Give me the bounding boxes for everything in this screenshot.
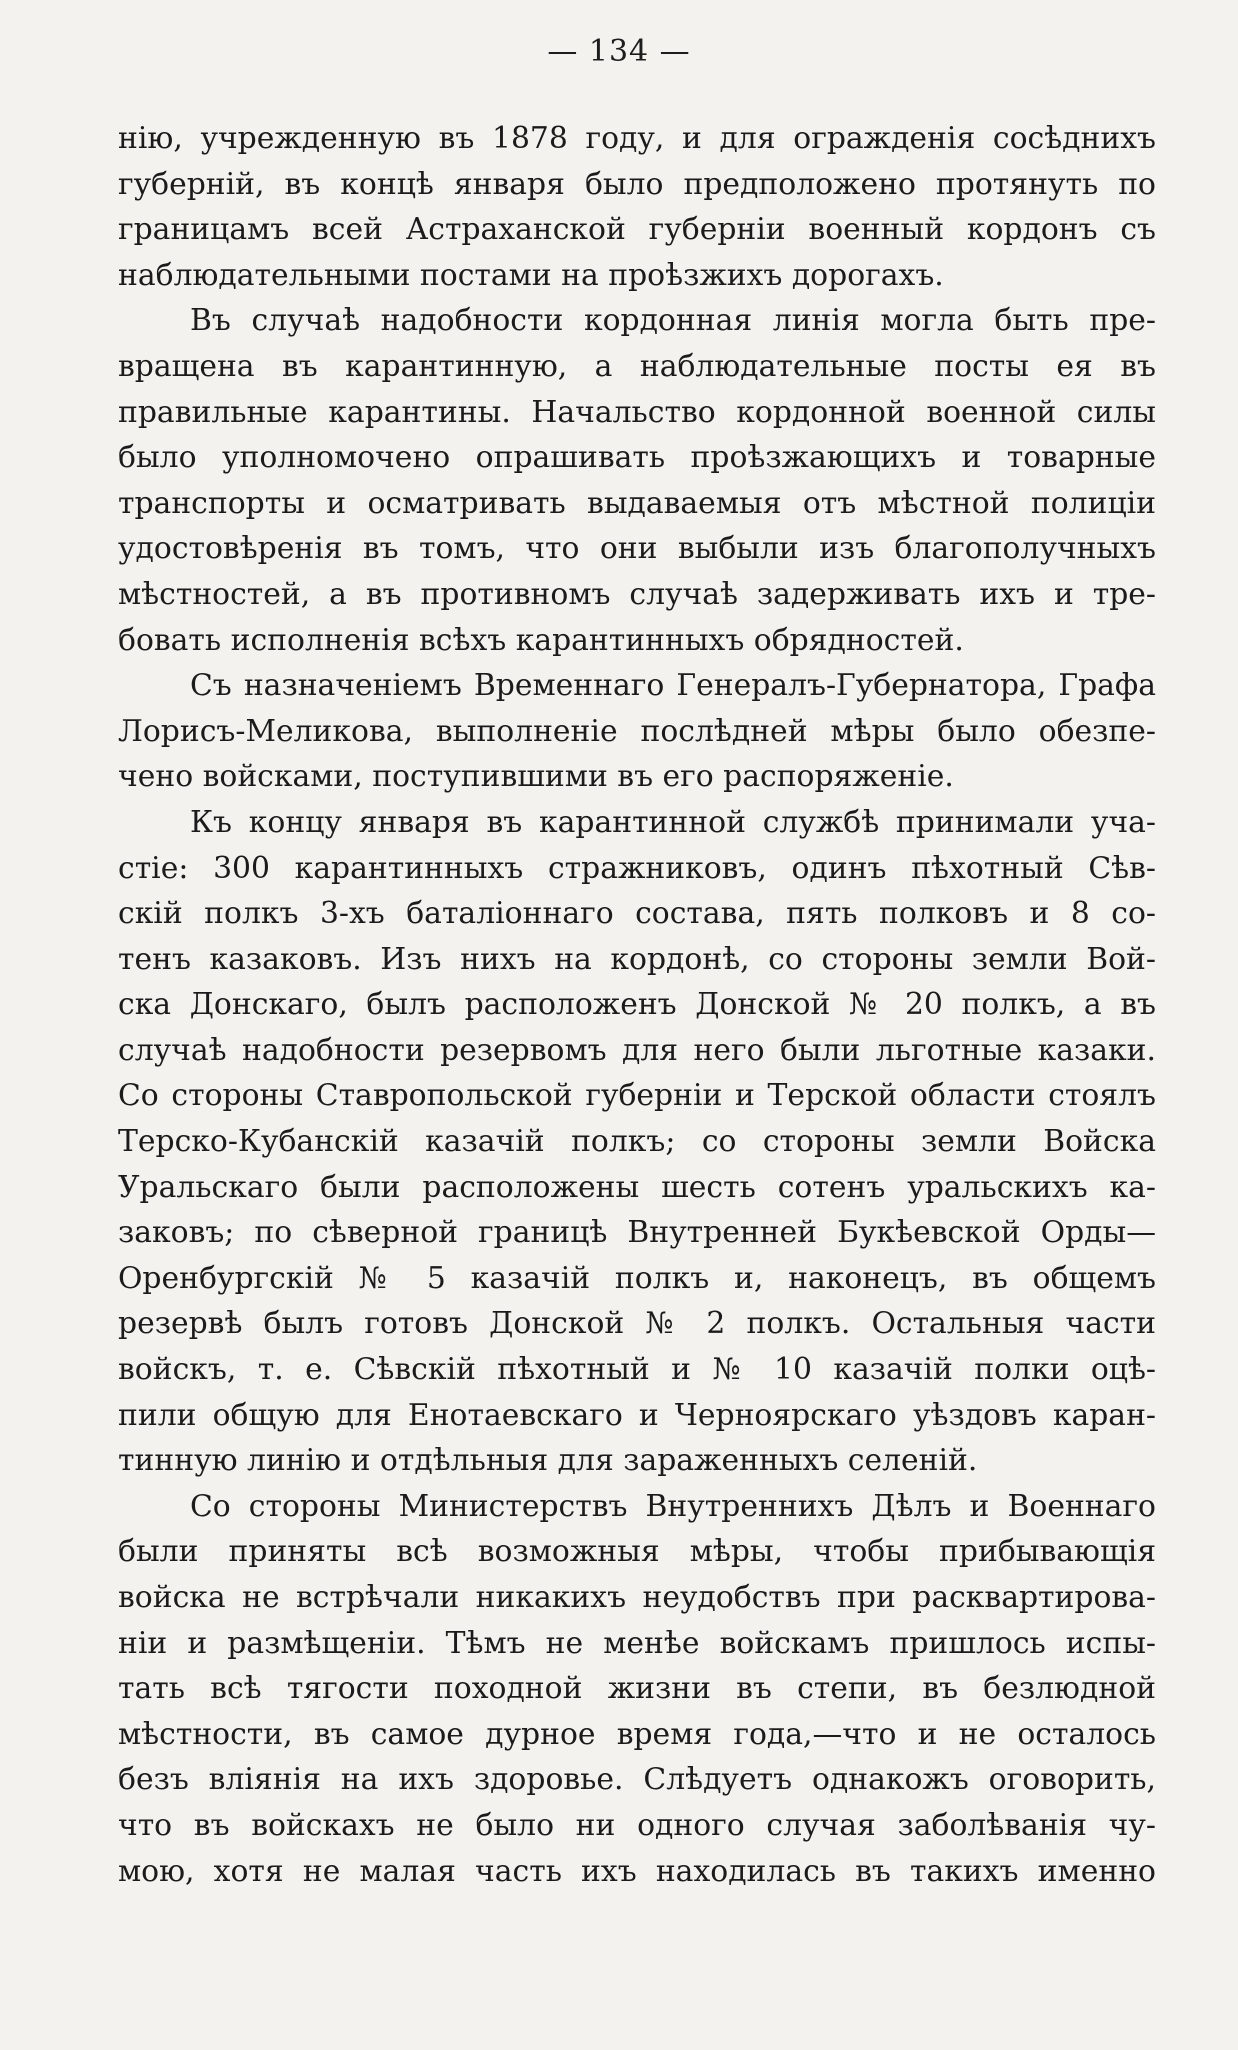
text-line: удостовѣренія въ томъ, что они выбыли изъ благополучныхъ <box>118 531 1156 567</box>
text-line: Къ концу января въ карантинной службѣ принимали уча- <box>190 804 1156 840</box>
text-line: Съ назначеніемъ Временнаго Генералъ-Губернатора, Графа <box>190 668 1156 704</box>
paragraph <box>118 116 1156 298</box>
text-line: Со стороны Ставропольской губерніи и Терской области стоялъ <box>118 1078 1156 1114</box>
text-line: что въ войскахъ не было ни одного случая заболѣванія чу- <box>118 1807 1156 1843</box>
text-line: тинную линію и отдѣльныя для зараженныхъ селеній. <box>118 1443 978 1479</box>
text-line: безъ вліянія на ихъ здоровье. Слѣдуетъ однакожъ оговорить, <box>118 1762 1156 1798</box>
text-line: случаѣ надобности резервомъ для него были льготные казаки. <box>118 1032 1156 1068</box>
body-text <box>118 116 1156 1894</box>
text-line: бовать исполненія всѣхъ карантинныхъ обрядностей. <box>118 622 964 658</box>
paragraph <box>118 800 1156 1484</box>
text-line: Со стороны Министерствъ Внутреннихъ Дѣлъ и Военнаго <box>190 1488 1156 1524</box>
paragraph <box>118 663 1156 800</box>
text-line: войска не встрѣчали никакихъ неудобствъ при расквартирова- <box>118 1580 1156 1615</box>
text-line: мѣстности, въ самое дурное время года,—что и не осталось <box>118 1716 1156 1752</box>
paragraph <box>118 298 1156 663</box>
text-line: тенъ казаковъ. Изъ нихъ на кордонѣ, со стороны земли Вой- <box>118 941 1156 977</box>
text-line: были приняты всѣ возможныя мѣры, чтобы прибывающія <box>118 1534 1156 1570</box>
text-line: транспорты и осматривать выдаваемыя отъ мѣстной полиціи <box>118 485 1156 521</box>
text-line: губерній, въ концѣ января было предположено протянуть по <box>118 166 1156 202</box>
text-line: тать всѣ тягости походной жизни въ степи, въ безлюдной <box>118 1671 1156 1707</box>
text-line: ніи и размѣщеніи. Тѣмъ не менѣе войскамъ пришлось испы- <box>118 1625 1156 1661</box>
text-line: границамъ всей Астраханской губерніи военный кордонъ съ <box>118 212 1156 248</box>
text-line: резервѣ былъ готовъ Донской № 2 полкъ. Остальныя части <box>118 1306 1156 1342</box>
text-line: скій полкъ 3-хъ баталіоннаго состава, пять полковъ и 8 со- <box>118 896 1156 932</box>
text-line: мѣстностей, а въ противномъ случаѣ задерживать ихъ и тре- <box>118 576 1156 612</box>
text-line: наблюдательными постами на проѣзжихъ дорогахъ. <box>118 257 944 293</box>
text-line: ска Донскаго, былъ расположенъ Донской № 20 полкъ, а въ <box>118 987 1156 1023</box>
text-line: Терско-Кубанскій казачій полкъ; со стороны земли Войска <box>118 1124 1156 1160</box>
text-line: стіе: 300 карантинныхъ стражниковъ, одинъ пѣхотный Сѣв- <box>118 850 1156 886</box>
text-line: пили общую для Енотаевскаго и Черноярскаго уѣздовъ каран- <box>118 1397 1156 1433</box>
text-line: чено войсками, поступившими въ его распоряженіе. <box>118 759 954 795</box>
text-line: Въ случаѣ надобности кордонная линія могла быть пре- <box>190 303 1156 339</box>
text-line: Оренбургскій № 5 казачій полкъ и, наконецъ, въ общемъ <box>118 1260 1156 1296</box>
text-line: мою, хотя не малая часть ихъ находилась въ такихъ именно <box>118 1853 1156 1889</box>
text-line: вращена въ карантинную, а наблюдательные посты ея въ <box>118 348 1156 384</box>
text-line: нію, учрежденную въ 1878 году, и для огражденія сосѣднихъ <box>118 121 1156 156</box>
text-line: заковъ; по сѣверной границѣ Внутренней Букѣевской Орды— <box>118 1215 1156 1251</box>
text-line: правильные карантины. Начальство кордонной военной силы <box>118 394 1156 430</box>
paragraph <box>118 1484 1156 1894</box>
text-line: войскъ, т. е. Сѣвскій пѣхотный и № 10 казачій полки оцѣ- <box>118 1352 1156 1388</box>
text-line: Уральскаго были расположены шесть сотенъ уральскихъ ка- <box>118 1169 1156 1205</box>
text-line: было уполномочено опрашивать проѣзжающихъ и товарные <box>118 440 1156 476</box>
text-line: Лорисъ-Меликова, выполненіе послѣдней мѣры было обезпе- <box>118 713 1156 749</box>
page-number: — 134 — <box>547 34 691 69</box>
